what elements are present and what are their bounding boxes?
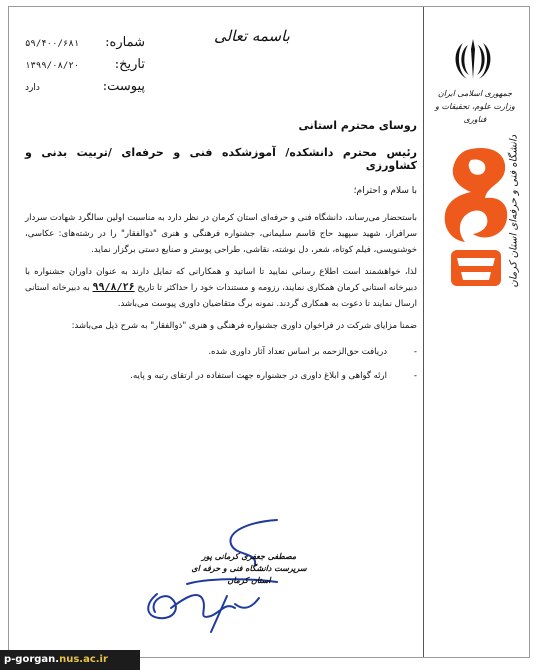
benefit-text: دریافت حق‌الزحمه بر اساس تعداد آثار داوری شده.	[208, 347, 387, 357]
addressee-primary: روسای محترم استانی	[298, 119, 417, 132]
benefits-list	[25, 340, 417, 388]
date-row	[25, 57, 145, 79]
greeting: با سلام و احترام؛	[353, 186, 417, 196]
gov-line-2: وزارت علوم، تحقیقات و فناوری	[435, 102, 515, 124]
paragraph-announcement: باستحضار می‌رساند، دانشگاه فنی و حرفه‌ای استان کرمان در نظر دارد به مناسبت اولین سالگرد شهادت سردار سرافراز، شهید سپهبد حاج قاسم سلیمانی، جشنواره فرهنگی و هنری "ذوالفقار" را در رشته‌های: عکاسی، خوشنویسی، فیلم کوتاه، شعر، دل نوشته، نقاشی، طراحی پوستر و صنایع دستی برگزار نماید.	[25, 213, 417, 255]
letter-body	[25, 119, 417, 388]
signer-block	[179, 551, 319, 587]
number-value: ۵۹/۴۰۰/۶۸۱	[25, 39, 80, 49]
government-caption	[429, 87, 521, 126]
number-row	[25, 35, 145, 57]
university-name-vertical	[499, 134, 521, 297]
request-text-start: لذا، خواهشمند است اطلاع رسانی نمایید تا اساتید و همکارانی که تمایل دارند به عنوان داوران جشنواره با دبیرخانه استانی کرمان همکاری نمایند، رزومه و مستندات خود را حداکثر تا تاریخ	[25, 267, 418, 293]
signer-title: سرپرست دانشگاه فنی و حرفه ای	[191, 564, 307, 573]
date-value: ۱۳۹۹/۰۸/۲۰	[25, 61, 80, 71]
paragraph-benefits: ضمنا مزایای شرکت در فراخوان داوری جشنواره فرهنگی و هنری "ذوالفقار" به شرح ذیل می‌باشد:	[71, 321, 417, 331]
benefit-text: ارئه گواهی و ابلاغ داوری در جشنواره جهت استفاده در ارتقای رتبه و پایه.	[130, 371, 387, 381]
number-label: شماره:	[105, 35, 145, 50]
attachment-label: پیوست:	[102, 79, 145, 94]
list-item: -دریافت حق‌الزحمه بر اساس تعداد آثار داوری شده.	[208, 347, 417, 357]
gov-line-1: جمهوری اسلامی ایران	[437, 89, 513, 98]
attachment-row	[25, 79, 145, 101]
signer-name: مصطفی جعفری کرمانی پور	[201, 552, 297, 561]
letter-sheet	[8, 6, 530, 658]
deadline-date: ۹۹/۸/۲۶	[92, 282, 135, 293]
university-name: دانشگاه فنی و حرفه‌ای استان کرمان	[508, 134, 520, 288]
watermark-prefix: p-gorgan.	[4, 654, 60, 665]
paragraph-request	[25, 264, 417, 312]
iran-emblem-icon	[449, 35, 497, 83]
site-watermark	[0, 650, 140, 670]
list-item: -ارئه گواهی و ابلاغ داوری در جشنواره جهت استفاده در ارتقای رتبه و پایه.	[130, 371, 417, 381]
attachment-value: دارد	[25, 83, 40, 93]
request-text-end: به دبیرخانه استانی ارسال نمایند تا دعوت به همکاری گردند. نمونه برگ متقاضیان داوری پیوست می‌باشد.	[25, 283, 417, 309]
watermark-suffix: nus.ac.ir	[59, 654, 108, 665]
addressee-secondary: رئیس محترم دانشکده/ آموزشکده فنی و حرفه‌ای /تربیت بدنی و کشاورزی	[25, 146, 417, 172]
signer-region: استان کرمان	[227, 576, 271, 585]
margin-rule	[423, 7, 424, 657]
date-label: تاریخ:	[114, 57, 145, 72]
basmala-heading: باسمه تعالی	[214, 27, 290, 45]
letter-metadata	[25, 35, 145, 101]
